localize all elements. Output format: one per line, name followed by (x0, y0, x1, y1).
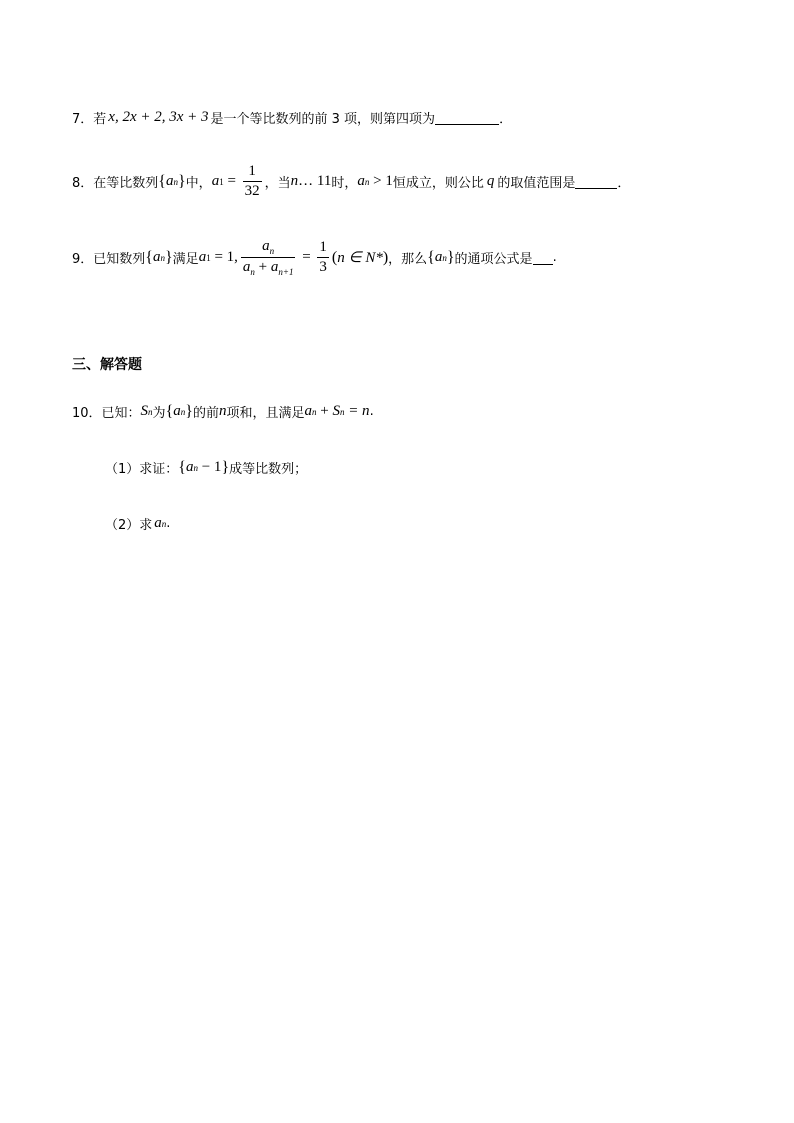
math-expression: x, 2x + 2, 3x + 3 (108, 109, 209, 125)
fraction: $\frac{a_n}{a_n + a_{n+1}}$ (242, 238, 294, 277)
question-10-part-2: （2）求 a n . (105, 515, 171, 533)
question-8: 8． 在等比数列 { a n } 中， a 1 = $\frac{1}{32}$ ，当 n … 11 时， a n > 1 恒成立，则公比 q 的取值范围是 ． (72, 163, 631, 199)
answer-blank (533, 251, 553, 265)
question-number: 8． (72, 176, 94, 191)
question-number: 10．已知： (72, 406, 141, 421)
answer-blank (575, 175, 617, 189)
question-9: 9． 已知数列 { a n } 满足 a 1 = 1, $\frac{a_n}{a_n + a_{n+1}}$ = $\frac{1}{3}$ ( n ∈ N* ) ，那么 { a n } 的通项公式是 . (72, 238, 557, 277)
fraction: $\frac{1}{32}$ (244, 163, 260, 199)
answer-blank (435, 111, 499, 125)
section-title: 三、解答题 (72, 357, 142, 373)
question-number: 7． (72, 112, 94, 127)
question-10-part-1: （1）求证： { a n − 1 } 成等比数列； (105, 458, 308, 477)
fraction: $\frac{1}{3}$ (319, 239, 327, 275)
question-number: 9． (72, 252, 94, 267)
question-10: 10．已知： S n 为 { a n } 的前 n 项和，且满足 a n + S n = n . (72, 402, 374, 421)
question-7: 7． 若 x, 2x + 2, 3x + 3 是一个等比数列的前 3 项，则第四项为 ． (72, 109, 513, 127)
